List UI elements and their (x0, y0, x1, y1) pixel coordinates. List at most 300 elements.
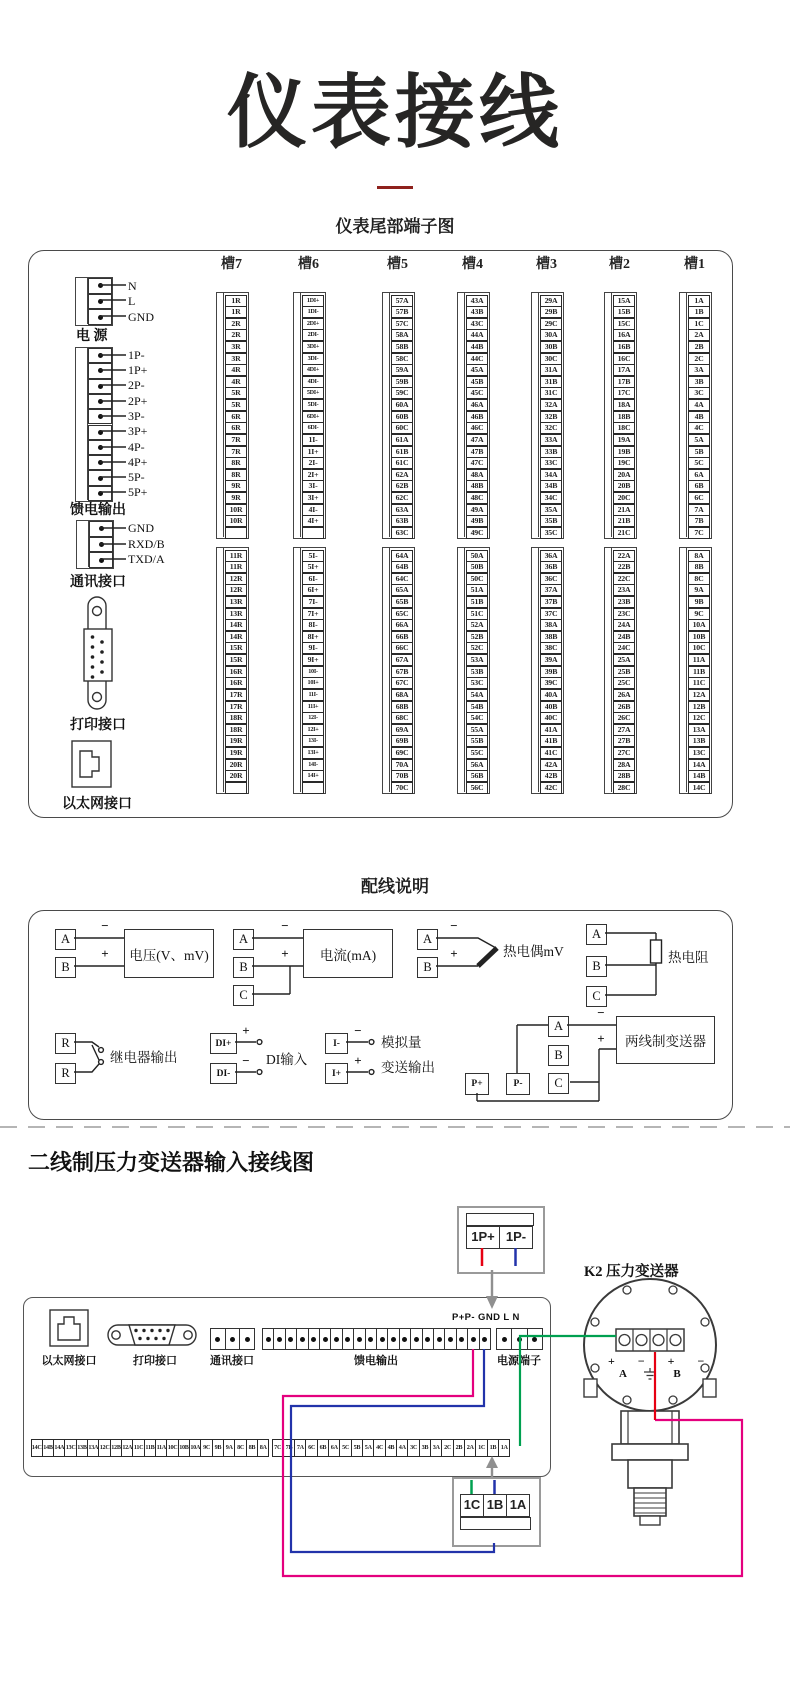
terminal-cell: 1A (688, 295, 710, 307)
terminal-cell: 26B (613, 701, 635, 713)
comm-terminal (89, 521, 113, 537)
terminal-cell: 5DI+ (302, 387, 324, 399)
comm-terminal-label: RXD/B (128, 537, 165, 551)
terminal-cell: 1DI+ (302, 295, 324, 307)
slot-block-divider (300, 547, 301, 792)
terminal-cell: 5C (688, 457, 710, 469)
terminal-cell (225, 527, 247, 539)
terminal-cell: 13R (225, 596, 247, 608)
feed-terminal-label: 3P- (128, 409, 145, 423)
di-terminal-minus: DI- (210, 1063, 237, 1084)
terminal-dot (99, 526, 104, 531)
terminal-cell: 40C (540, 712, 562, 724)
terminal-cell: 3C (688, 387, 710, 399)
terminal-cell: 6DI- (302, 422, 324, 434)
slot-header: 槽5 (387, 257, 408, 272)
terminal-dot (98, 399, 103, 404)
feed-terminal (88, 440, 112, 455)
rtd-terminal-b: B (586, 956, 607, 977)
terminal-cell: 18R (225, 712, 247, 724)
terminal-cell: 4I- (302, 504, 324, 516)
terminal-cell: 17R (225, 689, 247, 701)
terminal-cell: 54B (466, 701, 488, 713)
terminal-cell: 3I- (302, 480, 324, 492)
terminal-cell: 24C (613, 642, 635, 654)
terminal-cell: 48A (466, 469, 488, 481)
panel-power-caption: 电源端子 (497, 1355, 541, 1367)
terminal-cell: 29C (540, 318, 562, 330)
terminal-cell: 34B (540, 480, 562, 492)
rtd-label: 热电阻 (668, 950, 709, 965)
terminal-dot (98, 384, 103, 389)
title-underline (377, 186, 413, 189)
terminal-cell: 47B (466, 446, 488, 458)
terminal-cell: 3B (688, 376, 710, 388)
current-label: 电流(mA) (303, 929, 393, 978)
terminal-cell: 43C (466, 318, 488, 330)
strip-cell: 12B (110, 1439, 122, 1457)
aout-plus-sign: + (354, 1053, 362, 1068)
strip-cell: 9A (223, 1439, 235, 1457)
feed-terminal (88, 425, 112, 440)
terminal-cell: 45C (466, 387, 488, 399)
feed-terminal-label: 4P+ (128, 455, 148, 469)
transmitter-signs: + − + − (608, 1354, 715, 1368)
terminal-cell: 6A (688, 469, 710, 481)
comm-caption: 通讯接口 (70, 575, 126, 590)
terminal-cell: 30B (540, 341, 562, 353)
terminal-cell: 1R (225, 306, 247, 318)
terminal-cell: 11I+ (302, 701, 324, 713)
terminal-cell: 2DI+ (302, 318, 324, 330)
terminal-cell: 9I- (302, 642, 324, 654)
twowire-minus-sign: − (597, 1005, 605, 1020)
terminal-cell: 44A (466, 329, 488, 341)
slot-block-divider (223, 547, 224, 792)
terminal-cell: 38B (540, 631, 562, 643)
terminal-cell: 63B (391, 515, 413, 527)
terminal-cell: 33C (540, 457, 562, 469)
terminal-cell: 20B (613, 480, 635, 492)
terminal-cell: 14A (688, 759, 710, 771)
terminal-cell: 60C (391, 422, 413, 434)
terminal-cell: 24A (613, 619, 635, 631)
terminal-cell: 4C (688, 422, 710, 434)
transmitter-lug-left (584, 1379, 597, 1397)
terminal-cell: 46B (466, 411, 488, 423)
terminal-cell: 58C (391, 353, 413, 365)
terminal-cell: 20A (613, 469, 635, 481)
terminal-cell: 18C (613, 422, 635, 434)
terminal-cell: 50A (466, 550, 488, 562)
terminal-cell: 5DI- (302, 399, 324, 411)
terminal-cell: 19R (225, 747, 247, 759)
feed-terminal-label: 4P- (128, 440, 145, 454)
terminal-cell: 4DI+ (302, 364, 324, 376)
terminal-dot (98, 315, 103, 320)
current-terminal-a: A (233, 929, 254, 950)
strip-cell: 10B (178, 1439, 190, 1457)
terminal-cell: 27B (613, 735, 635, 747)
terminal-cell: 70C (391, 782, 413, 794)
relay-label: 继电器输出 (110, 1050, 178, 1065)
power-terminal (88, 309, 112, 325)
terminal-cell: 31C (540, 387, 562, 399)
terminal-cell: 1B (688, 306, 710, 318)
comm-terminal-label: TXD/A (128, 552, 165, 566)
slot-block-divider (538, 547, 539, 792)
feed-terminal-label: 1P+ (128, 363, 148, 377)
strip-cell: 6B (317, 1439, 329, 1457)
terminal-cell: 4B (688, 411, 710, 423)
terminal-dot (98, 445, 103, 450)
terminal-cell: 61A (391, 434, 413, 446)
terminal-cell: 16R (225, 666, 247, 678)
terminal-cell: 2A (688, 329, 710, 341)
rtd-terminal-c: C (586, 986, 607, 1007)
strip-cell: 7C (272, 1439, 284, 1457)
slot-header: 槽4 (462, 257, 483, 272)
terminal-cell: 5R (225, 387, 247, 399)
terminal-cell: 21C (613, 527, 635, 539)
terminal-cell: 1C (688, 318, 710, 330)
terminal-cell: 68A (391, 689, 413, 701)
terminal-cell: 43B (466, 306, 488, 318)
terminal-cell: 57C (391, 318, 413, 330)
strip-cell: 3B (419, 1439, 431, 1457)
terminal-cell: 46C (466, 422, 488, 434)
terminal-cell: 60B (391, 411, 413, 423)
terminal-cell: 39A (540, 654, 562, 666)
strip-cell: 10C (166, 1439, 178, 1457)
terminal-cell: 31A (540, 364, 562, 376)
terminal-cell: 10C (688, 642, 710, 654)
probe-tag-1a: 1A (506, 1494, 530, 1517)
terminal-cell: 8I+ (302, 631, 324, 643)
terminal-cell: 51B (466, 596, 488, 608)
current-terminal-c: C (233, 985, 254, 1006)
terminal-cell: 50C (466, 573, 488, 585)
terminal-cell: 1I- (302, 434, 324, 446)
aout-label-line2: 变送输出 (381, 1060, 435, 1075)
terminal-cell: 46A (466, 399, 488, 411)
terminal-cell: 61C (391, 457, 413, 469)
terminal-cell: 16B (613, 341, 635, 353)
terminal-cell: 18R (225, 724, 247, 736)
panel-ethernet-caption: 以太网接口 (41, 1355, 97, 1367)
terminal-cell: 65C (391, 608, 413, 620)
terminal-cell: 7A (688, 504, 710, 516)
terminal-cell: 29A (540, 295, 562, 307)
terminal-cell: 15B (613, 306, 635, 318)
feed-terminal-label: 5P+ (128, 485, 148, 499)
terminal-cell: 59C (391, 387, 413, 399)
terminal-cell: 16C (613, 353, 635, 365)
terminal-cell: 8R (225, 457, 247, 469)
terminal-cell: 38A (540, 619, 562, 631)
terminal-cell: 56B (466, 770, 488, 782)
terminal-cell: 13C (688, 747, 710, 759)
terminal-cell: 8R (225, 469, 247, 481)
terminal-cell: 29B (540, 306, 562, 318)
terminal-cell: 63A (391, 504, 413, 516)
comm-terminal (89, 552, 113, 568)
terminal-cell: 12R (225, 573, 247, 585)
aout-terminal-iminus: I- (325, 1033, 348, 1054)
terminal-cell: 37B (540, 596, 562, 608)
terminal-dot (98, 430, 103, 435)
terminal-cell: 36A (540, 550, 562, 562)
terminal-cell: 33B (540, 446, 562, 458)
voltage-terminal-b: B (55, 957, 76, 978)
comm-terminal-label: GND (128, 521, 154, 535)
terminal-cell (302, 782, 324, 794)
comm-terminal (89, 537, 113, 553)
terminal-cell: 21A (613, 504, 635, 516)
terminal-cell: 25C (613, 677, 635, 689)
terminal-cell: 2DI- (302, 329, 324, 341)
strip-cell: 6C (305, 1439, 317, 1457)
terminal-cell: 7B (688, 515, 710, 527)
twowire-terminal-pplus: P+ (465, 1073, 489, 1095)
terminal-cell: 8I- (302, 619, 324, 631)
terminal-cell: 32A (540, 399, 562, 411)
terminal-cell: 61B (391, 446, 413, 458)
strip-cell: 12A (121, 1439, 133, 1457)
strip-cell: 1B (487, 1439, 499, 1457)
strip-cell: 14C (31, 1439, 43, 1457)
transmitter-lug-right (703, 1379, 716, 1397)
strip-cell: 8B (246, 1439, 258, 1457)
terminal-cell: 12A (688, 689, 710, 701)
strip-cell: 3C (407, 1439, 419, 1457)
terminal-cell: 69A (391, 724, 413, 736)
terminal-cell: 12R (225, 584, 247, 596)
strip-cell: 7B (283, 1439, 295, 1457)
terminal-cell: 6R (225, 422, 247, 434)
strip-cell: 10A (189, 1439, 201, 1457)
terminal-cell: 12B (688, 701, 710, 713)
terminal-cell: 6C (688, 492, 710, 504)
terminal-cell: 52B (466, 631, 488, 643)
terminal-cell (225, 782, 247, 794)
slot-block-divider (223, 292, 224, 537)
twowire-label: 两线制变送器 (616, 1016, 715, 1064)
terminal-cell: 19A (613, 434, 635, 446)
voltage-plus-sign: + (101, 946, 109, 961)
terminal-cell: 11I- (302, 689, 324, 701)
slot-header: 槽3 (536, 257, 557, 272)
terminal-cell: 67C (391, 677, 413, 689)
terminal-cell: 34C (540, 492, 562, 504)
transmitter-label: K2 压力变送器 (584, 1264, 679, 1280)
terminal-cell: 22B (613, 561, 635, 573)
terminal-cell: 48B (466, 480, 488, 492)
terminal-cell: 19R (225, 735, 247, 747)
terminal-cell: 6I+ (302, 584, 324, 596)
terminal-cell: 2I- (302, 457, 324, 469)
terminal-cell: 15A (613, 295, 635, 307)
terminal-dot (98, 283, 103, 288)
terminal-cell: 10I- (302, 666, 324, 678)
terminal-dot (99, 542, 104, 547)
terminal-cell: 48C (466, 492, 488, 504)
feed-terminal (88, 470, 112, 485)
strip-cell: 2C (441, 1439, 453, 1457)
terminal-cell: 9C (688, 608, 710, 620)
terminal-cell: 5I- (302, 550, 324, 562)
terminal-cell: 17B (613, 376, 635, 388)
terminal-cell: 60A (391, 399, 413, 411)
terminal-dot (99, 558, 104, 563)
terminal-cell: 11C (688, 677, 710, 689)
terminal-cell: 3I+ (302, 492, 324, 504)
terminal-cell: 40A (540, 689, 562, 701)
terminal-cell: 15R (225, 642, 247, 654)
strip-cell: 5C (339, 1439, 351, 1457)
terminal-cell: 57B (391, 306, 413, 318)
terminal-cell: 7C (688, 527, 710, 539)
terminal-cell: 34A (540, 469, 562, 481)
slot-block-divider (464, 292, 465, 537)
terminal-cell: 45B (466, 376, 488, 388)
terminal-cell: 53C (466, 677, 488, 689)
strip-cell: 4A (396, 1439, 408, 1457)
strip-cell: 14B (42, 1439, 54, 1457)
panel-feed-caption: 馈电输出 (354, 1355, 398, 1367)
terminal-cell: 35C (540, 527, 562, 539)
terminal-cell: 10I+ (302, 677, 324, 689)
terminal-cell: 11A (688, 654, 710, 666)
terminal-cell: 3DI+ (302, 341, 324, 353)
terminal-cell: 14B (688, 770, 710, 782)
terminal-cell: 49B (466, 515, 488, 527)
terminal-cell: 11R (225, 561, 247, 573)
terminal-cell: 1R (225, 295, 247, 307)
terminal-cell: 70B (391, 770, 413, 782)
terminal-cell: 54C (466, 712, 488, 724)
terminal-cell: 63C (391, 527, 413, 539)
terminal-cell: 17R (225, 701, 247, 713)
strip-cell: 8A (257, 1439, 269, 1457)
relay-terminal-r2: R (55, 1063, 76, 1084)
slot-header: 槽6 (298, 257, 319, 272)
terminal-cell: 2B (688, 341, 710, 353)
voltage-minus-sign: − (101, 918, 109, 933)
terminal-cell: 64A (391, 550, 413, 562)
terminal-cell: 7R (225, 446, 247, 458)
twowire-terminal-c: C (548, 1073, 569, 1094)
terminal-cell: 11B (688, 666, 710, 678)
tc-label: 热电偶mV (503, 944, 564, 959)
terminal-cell: 15C (613, 318, 635, 330)
strip-cell: 3A (430, 1439, 442, 1457)
ethernet-caption: 以太网接口 (62, 797, 132, 812)
power-terminal-label: N (128, 279, 137, 293)
strip-cell: 9C (200, 1439, 212, 1457)
strip-cell: 14A (53, 1439, 65, 1457)
strip-cell: 11A (155, 1439, 167, 1457)
terminal-cell: 13B (688, 735, 710, 747)
terminal-cell: 8C (688, 573, 710, 585)
terminal-cell: 30A (540, 329, 562, 341)
terminal-cell: 66A (391, 619, 413, 631)
terminal-cell: 2C (688, 353, 710, 365)
terminal-cell: 5R (225, 399, 247, 411)
voltage-label: 电压(V、mV) (124, 929, 214, 978)
terminal-cell: 21B (613, 515, 635, 527)
terminal-cell: 9I+ (302, 654, 324, 666)
probe-tag-bottom-blank (460, 1517, 531, 1530)
terminal-cell: 55B (466, 735, 488, 747)
terminal-cell: 25A (613, 654, 635, 666)
terminal-cell: 32C (540, 422, 562, 434)
terminal-cell: 4A (688, 399, 710, 411)
terminal-cell: 14R (225, 619, 247, 631)
terminal-cell: 6DI+ (302, 411, 324, 423)
strip-cell: 1A (498, 1439, 510, 1457)
terminal-cell: 56C (466, 782, 488, 794)
slot-block-divider (300, 292, 301, 537)
terminal-cell: 16A (613, 329, 635, 341)
terminal-cell (302, 527, 324, 539)
terminal-cell: 41A (540, 724, 562, 736)
current-plus-sign: + (281, 946, 289, 961)
terminal-cell: 32B (540, 411, 562, 423)
strip-cell: 1C (475, 1439, 487, 1457)
terminal-dot (98, 368, 103, 373)
voltage-terminal-a: A (55, 929, 76, 950)
strip-cell: 7A (294, 1439, 306, 1457)
terminal-cell: 68B (391, 701, 413, 713)
tc-plus-sign: + (450, 946, 458, 961)
terminal-cell: 23A (613, 584, 635, 596)
terminal-cell: 37C (540, 608, 562, 620)
terminal-cell: 28A (613, 759, 635, 771)
terminal-cell: 47A (466, 434, 488, 446)
terminal-cell: 42B (540, 770, 562, 782)
terminal-cell: 65B (391, 596, 413, 608)
terminal-cell: 13I- (302, 735, 324, 747)
strip-cell: 6A (328, 1439, 340, 1457)
strip-cell: 5B (351, 1439, 363, 1457)
feed-terminal (88, 394, 112, 409)
terminal-cell: 57A (391, 295, 413, 307)
transmitter-letter-a: A (619, 1368, 627, 1380)
terminal-cell: 54A (466, 689, 488, 701)
terminal-cell: 41C (540, 747, 562, 759)
terminal-cell: 41B (540, 735, 562, 747)
terminal-dot (98, 299, 103, 304)
terminal-cell: 64C (391, 573, 413, 585)
terminal-cell: 20R (225, 759, 247, 771)
terminal-cell: 66C (391, 642, 413, 654)
strip-cell: 13A (87, 1439, 99, 1457)
feed-terminal (88, 455, 112, 470)
terminal-cell: 4I+ (302, 515, 324, 527)
terminal-cell: 66B (391, 631, 413, 643)
terminal-cell: 13R (225, 608, 247, 620)
slot-block-divider (686, 292, 687, 537)
terminal-cell: 3DI- (302, 353, 324, 365)
terminal-cell: 13A (688, 724, 710, 736)
terminal-cell: 49A (466, 504, 488, 516)
terminal-cell: 69C (391, 747, 413, 759)
strip-cell: 2B (453, 1439, 465, 1457)
terminal-cell: 24B (613, 631, 635, 643)
terminal-cell: 5I+ (302, 561, 324, 573)
slot-header: 槽2 (609, 257, 630, 272)
